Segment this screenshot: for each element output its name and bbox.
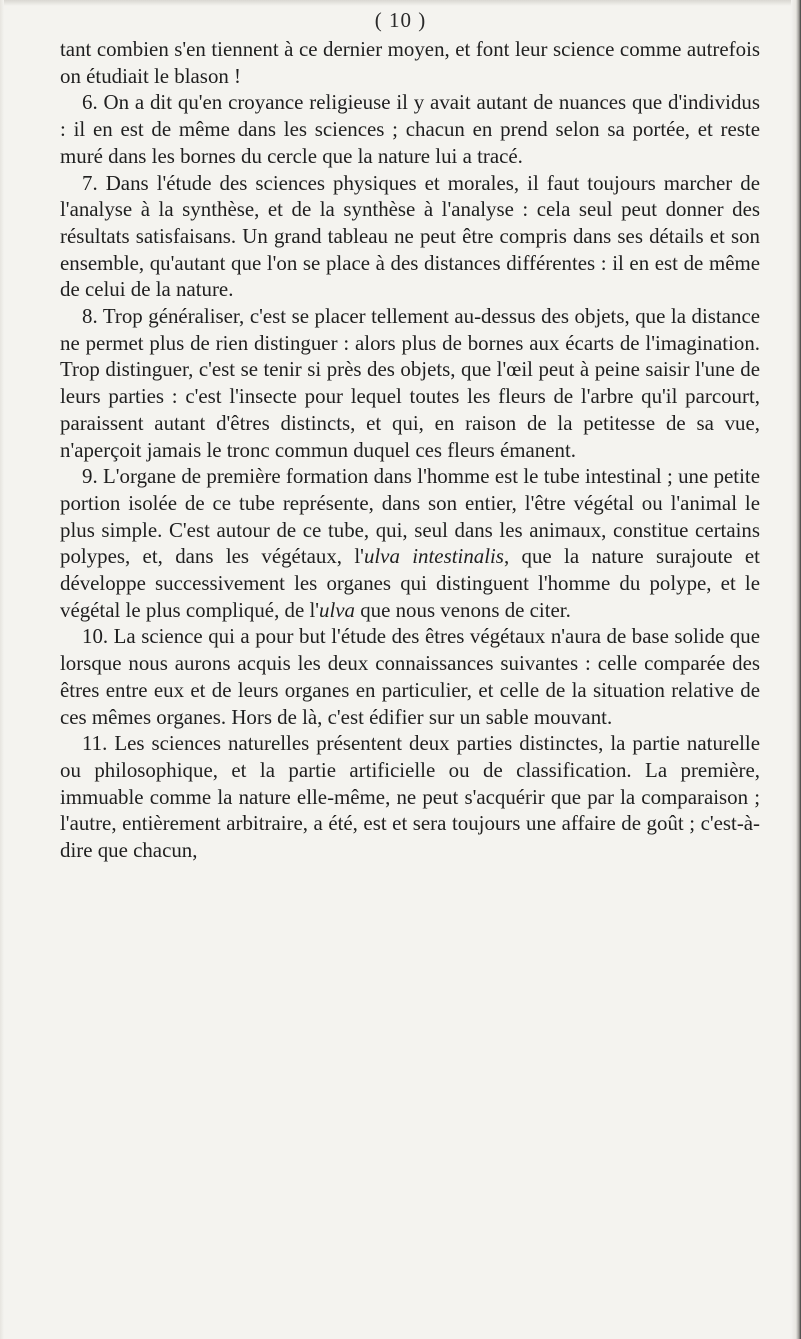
page-right-edge <box>791 0 801 1339</box>
paragraph-text: L'organe de première formation dans l'homme est le tube intestinal ; une petite portion isolée de ce tube représente, dans son entier, l'être végétal ou l'animal le plus simple. C'est autour de ce tube, qui, seul dans les animaux, constitue certains polypes, et, dans les végétaux, l' <box>60 464 760 569</box>
paragraph-10 <box>60 623 760 730</box>
paragraph-number: 11. <box>82 731 108 756</box>
paragraph-number: 10. <box>82 624 109 649</box>
paragraph-text: Dans l'étude des sciences physiques et morales, il faut toujours marcher de l'analyse à la synthèse, et de la synthèse à l'analyse : cela seul peut donner des résultats satisfaisans. Un grand tableau ne peut être compris dans ses détails et son ensemble, qu'autant que l'on se place à des distances différentes : il en est de même de celui de la nature. <box>60 170 760 302</box>
paragraph-8 <box>60 303 760 463</box>
latin-term: ulva <box>319 597 355 622</box>
paragraph-continuation <box>60 36 760 89</box>
paragraph-text: Les sciences naturelles présentent deux parties distinctes, la partie naturelle ou philosophique, et la partie artificielle ou de classification. La première, immuable comme la nature elle-même, ne peut s'acquérir que par la comparaison ; l'autre, entièrement arbitraire, a été, est et sera toujours une affaire de goût ; c'est-à-dire que chacun, <box>60 731 761 863</box>
paragraph-text: Trop généraliser, c'est se placer tellement au-dessus des objets, que la distance ne permet plus de rien distinguer : alors plus de bornes aux écarts de l'imagination. Trop distinguer, c'est se tenir si près des objets, que l'œil peut à peine saisir l'une de leurs parties : c'est l'insecte pour lequel toutes les fleurs de l'arbre qu'il parcourt, paraissent autant d'êtres distincts, et qui, en raison de la petitesse de sa vue, n'aperçoit jamais le tronc commun duquel ces fleurs émanent. <box>60 304 760 462</box>
paragraph-9 <box>60 463 760 623</box>
paragraph-7 <box>60 170 760 304</box>
paragraph-text: que nous venons de citer. <box>355 597 571 622</box>
latin-term: ulva intestinalis <box>363 544 504 569</box>
paragraph-6 <box>60 89 760 169</box>
page-top-edge <box>0 0 801 6</box>
paragraph-number: 9. <box>82 464 98 489</box>
page-number: ( 10 ) <box>374 8 427 32</box>
paragraph-number: 6. <box>82 90 98 115</box>
paragraph-11 <box>60 730 760 864</box>
paragraph-text: On a dit qu'en croyance religieuse il y avait autant de nuances que d'individus : il en est de même dans les sciences ; chacun en prend selon sa portée, et reste muré dans les bornes du cercle que la nature lui a tracé. <box>60 90 760 168</box>
paragraph-number: 7. <box>82 170 98 195</box>
paragraph-text: tant combien s'en tiennent à ce dernier moyen, et font leur science comme autrefois on étudiait le blason ! <box>60 37 760 88</box>
page-left-fold <box>0 0 4 1339</box>
paragraph-number: 8. <box>82 304 98 329</box>
paragraph-text: , que la nature surajoute et développe successivement les organes qui distinguent l'homme du polype, et le végétal le plus compliqué, de l' <box>60 544 760 622</box>
body-text <box>60 36 760 864</box>
paragraph-text: La science qui a pour but l'étude des êtres végétaux n'aura de base solide que lorsque nous aurons acquis les deux connaissances suivantes : celle comparée des êtres entre eux et de leurs organes en particulier, et celle de la situation relative de ces mêmes organes. Hors de là, c'est édifier sur un sable mouvant. <box>60 624 760 729</box>
